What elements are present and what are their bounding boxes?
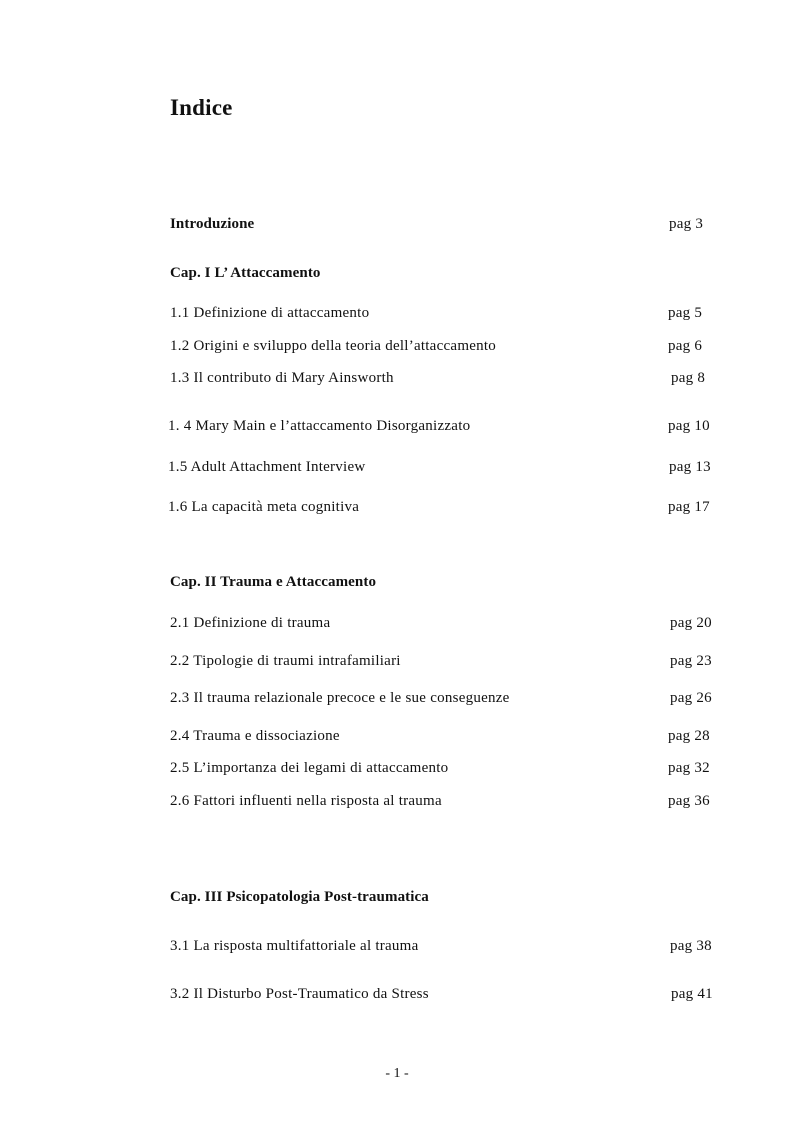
- toc-entry-2-6[interactable]: [0, 791, 794, 811]
- toc-entry-page: pag 20: [670, 615, 712, 631]
- toc-entry-label: 1.5 Adult Attachment Interview: [168, 459, 366, 475]
- toc-entry-page: pag 26: [670, 690, 712, 706]
- toc-chapter-3-heading[interactable]: [0, 887, 794, 907]
- toc-entry-3-2[interactable]: [0, 984, 794, 1004]
- toc-entry-page: pag 38: [670, 938, 712, 954]
- toc-entry-3-1[interactable]: [0, 936, 794, 956]
- toc-entry-2-3[interactable]: [0, 688, 794, 708]
- toc-entry-label: 3.1 La risposta multifattoriale al trauma: [170, 938, 419, 954]
- toc-entry-2-1[interactable]: [0, 613, 794, 633]
- toc-entry-page: pag 17: [668, 499, 710, 515]
- toc-entry-label: 3.2 Il Disturbo Post-Traumatico da Stress: [170, 986, 429, 1002]
- toc-entry-1-3[interactable]: [0, 368, 794, 388]
- toc-entry-label: 1.1 Definizione di attaccamento: [170, 305, 370, 321]
- toc-entry-1-6[interactable]: [0, 497, 794, 517]
- toc-entry-label: Introduzione: [170, 216, 255, 232]
- toc-chapter-label: Cap. I L’ Attaccamento: [170, 265, 321, 281]
- toc-entry-page: pag 23: [670, 653, 712, 669]
- toc-entry-label: 2.2 Tipologie di traumi intrafamiliari: [170, 653, 401, 669]
- toc-entry-page: pag 3: [669, 216, 704, 232]
- toc-entry-page: pag 13: [669, 459, 711, 475]
- toc-entry-page: pag 8: [671, 370, 706, 386]
- toc-entry-page: pag 6: [668, 338, 703, 354]
- toc-entry-page: pag 41: [671, 986, 713, 1002]
- toc-entry-page: pag 5: [668, 305, 703, 321]
- toc-entry-page: pag 28: [668, 728, 710, 744]
- toc-entry-label: 2.1 Definizione di trauma: [170, 615, 331, 631]
- toc-entry-introduzione[interactable]: [0, 214, 794, 234]
- toc-entry-1-4[interactable]: [0, 416, 794, 436]
- page-title: Indice: [170, 95, 233, 120]
- toc-entry-label: 1.2 Origini e sviluppo della teoria dell’attaccamento: [170, 338, 497, 354]
- toc-entry-1-5[interactable]: [0, 457, 794, 477]
- toc-entry-2-2[interactable]: [0, 651, 794, 671]
- toc-entry-label: 1. 4 Mary Main e l’attaccamento Disorganizzato: [168, 418, 471, 434]
- toc-entry-label: 1.3 Il contributo di Mary Ainsworth: [170, 370, 394, 386]
- toc-entry-label: 2.4 Trauma e dissociazione: [170, 728, 340, 744]
- toc-chapter-1-heading[interactable]: [0, 263, 794, 283]
- toc-entry-label: 1.6 La capacità meta cognitiva: [168, 499, 360, 515]
- toc-chapter-label: Cap. III Psicopatologia Post-traumatica: [170, 889, 429, 905]
- page-number: - 1 -: [385, 1066, 409, 1081]
- toc-chapter-2-heading[interactable]: [0, 572, 794, 592]
- toc-entry-2-4[interactable]: [0, 726, 794, 746]
- toc-entry-2-5[interactable]: [0, 758, 794, 778]
- toc-entry-label: 2.3 Il trauma relazionale precoce e le sue conseguenze: [170, 690, 510, 706]
- toc-entry-page: pag 32: [668, 760, 710, 776]
- toc-chapter-label: Cap. II Trauma e Attaccamento: [170, 574, 377, 590]
- toc-entry-1-2[interactable]: [0, 336, 794, 356]
- toc-entry-page: pag 36: [668, 793, 710, 809]
- toc-entry-1-1[interactable]: [0, 303, 794, 323]
- toc-entry-label: 2.6 Fattori influenti nella risposta al trauma: [170, 793, 442, 809]
- toc-entry-page: pag 10: [668, 418, 710, 434]
- toc-entry-label: 2.5 L’importanza dei legami di attaccamento: [170, 760, 449, 776]
